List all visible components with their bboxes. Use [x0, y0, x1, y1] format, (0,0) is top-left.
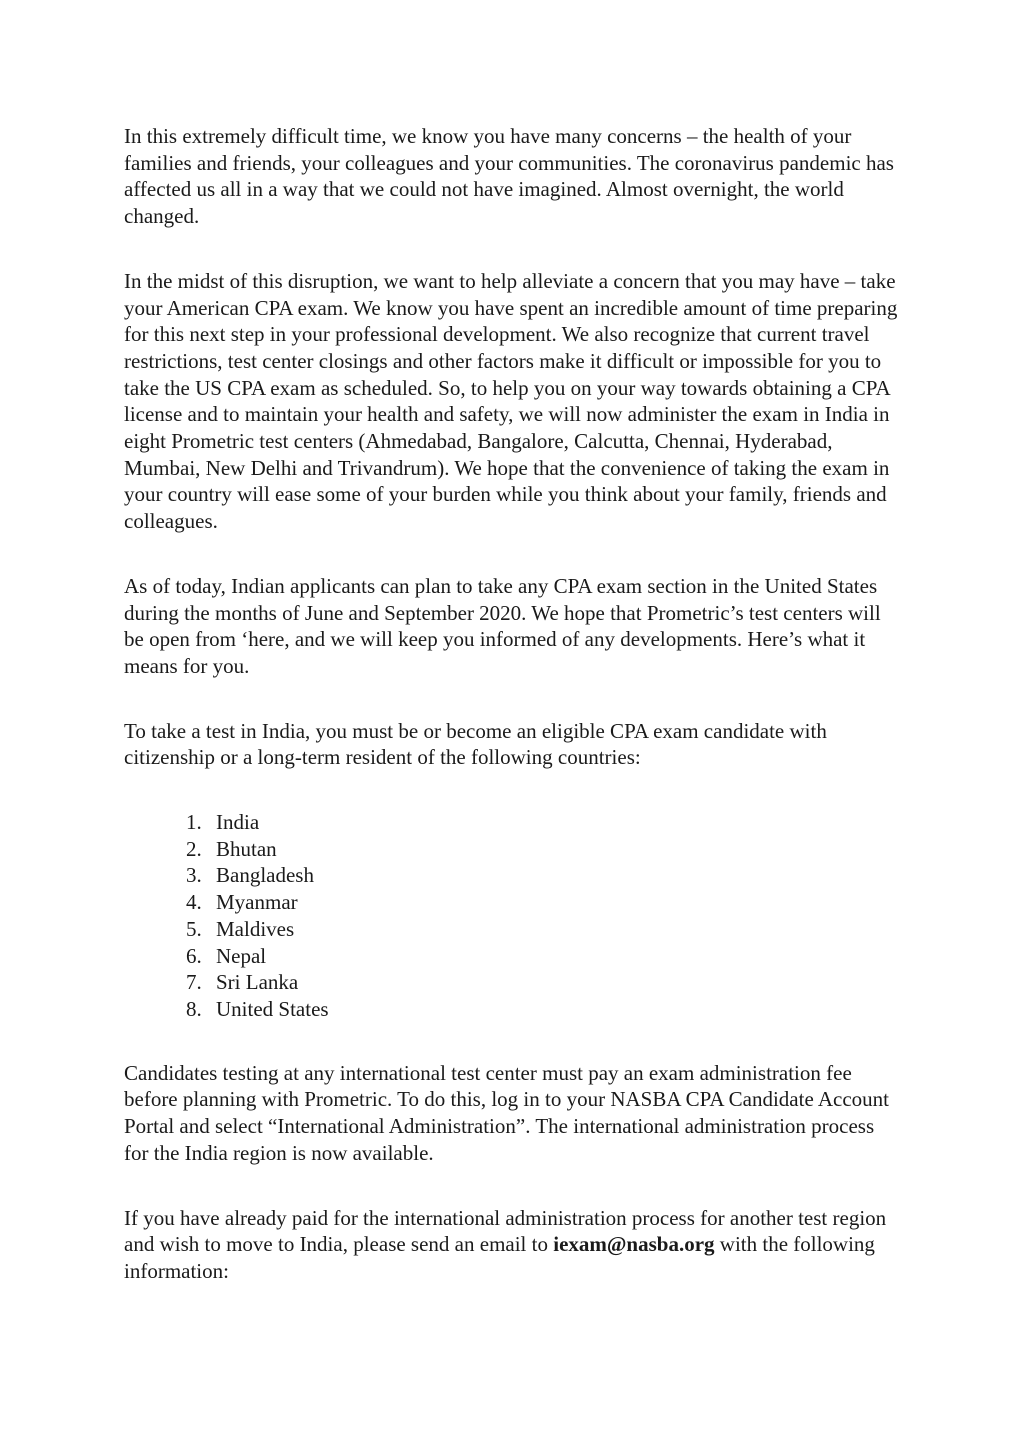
country-name: Sri Lanka [216, 970, 299, 995]
list-number: 1. [186, 810, 202, 835]
email-text-before: If you have already paid for the international administration process for another test region and wish to move to India, please send an email to [124, 1205, 887, 1257]
list-item [186, 996, 902, 1023]
list-number: 2. [186, 836, 202, 861]
list-number: 6. [186, 943, 202, 968]
list-number: 3. [186, 863, 202, 888]
country-name: Nepal [216, 943, 267, 968]
list-item [186, 943, 902, 970]
email-address: iexam@nasba.org [553, 1232, 715, 1257]
paragraph-intro: In this extremely difficult time, we know you have many concerns – the health of your families and friends, your colleagues and your communities. The coronavirus pandemic has affected us all in a way that we could not have imagined. Almost overnight, the world changed. [124, 124, 894, 229]
list-number: 4. [186, 890, 202, 915]
list-number: 8. [186, 996, 202, 1021]
list-item [186, 916, 902, 943]
list-item [186, 809, 902, 836]
paragraph-eligibility: To take a test in India, you must be or become an eligible CPA exam candidate with citizenship or a long-term resident of the following countries: [124, 718, 827, 770]
paragraph-email [124, 1205, 902, 1285]
paragraph-disruption: In the midst of this disruption, we want to help alleviate a concern that you may have – take your American CPA exam. We know you have spent an incredible amount of time preparing for this next step in your professional development. We also recognize that current travel restrictions, test center closings and other factors make it difficult or impossible for you to take the US CPA exam as scheduled. So, to help you on your way towards obtaining a CPA license and to maintain your health and safety, we will now administer the exam in India in eight Prometric test centers (Ahmedabad, Bangalore, Calcutta, Chennai, Hyderabad, Mumbai, New Delhi and Trivandrum). We hope that the convenience of taking the exam in your country will ease some of your burden while you think about your family, friends and colleagues. [124, 268, 898, 534]
country-name: India [216, 810, 260, 835]
list-number: 7. [186, 970, 202, 995]
country-list [124, 809, 902, 1023]
country-name: Bangladesh [216, 863, 314, 888]
country-name: Maldives [216, 916, 295, 941]
country-name: Bhutan [216, 836, 277, 861]
document-body [124, 123, 902, 1285]
country-name: Myanmar [216, 890, 298, 915]
email-text-after: with the following information: [124, 1232, 875, 1283]
list-item [186, 969, 902, 996]
list-item [186, 836, 902, 863]
paragraph-schedule: As of today, Indian applicants can plan to take any CPA exam section in the United States during the months of June and September 2020. We hope that Prometric’s test centers will be open from ‘here, and we will keep you informed of any developments. Here’s what it means for you. [124, 573, 881, 678]
list-number: 5. [186, 916, 202, 941]
list-item [186, 862, 902, 889]
paragraph-fee: Candidates testing at any international test center must pay an exam administration fee before planning with Prometric. To do this, log in to your NASBA CPA Candidate Account Portal and select “International Administration”. The international administration process for the India region is now available. [124, 1060, 889, 1165]
list-item [186, 889, 902, 916]
country-name: United States [216, 996, 329, 1021]
